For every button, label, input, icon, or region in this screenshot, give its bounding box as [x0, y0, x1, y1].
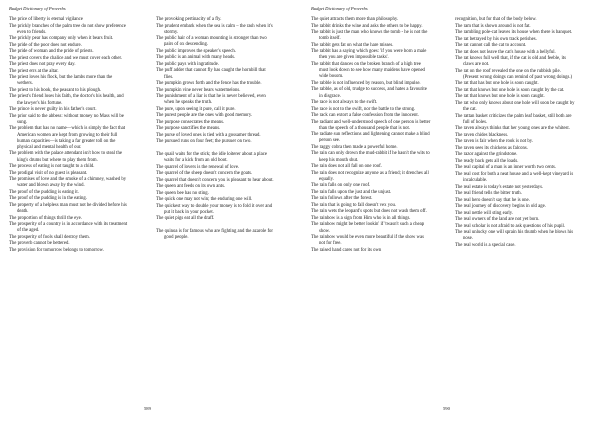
proverb-entry: The rabbit drinks the wine and asks the others to be happy. — [311, 23, 423, 29]
proverb-entry: The purest people are the ones with good memory. — [156, 113, 253, 119]
proverb-entry: The raggy cobra then made a powerful home. — [311, 144, 398, 150]
proverb-entry: The rabble is not influenced by reason, but blind impulse. — [311, 80, 421, 86]
running-head: Budget Dictionary of Proverbs — [9, 6, 66, 11]
proverb-entry: The rain falls upon the just and the unjust. — [311, 189, 392, 195]
proverb-entry: The prior said to the abbess: without money no Mass will be sung. — [9, 113, 124, 125]
proverb-entry: The real journey of discovery begins in old age. — [455, 204, 546, 210]
proverb-entry: The rat betrayed by his own track perishes. — [455, 36, 537, 42]
proverb-entry: The razor against the grindstone. — [455, 152, 518, 158]
proverb-entry: The rainbow would be even more beautiful if the show was not for free. — [311, 235, 424, 247]
proverb-entry: The real scholar is not afraid to ask questions of his pupil. — [455, 223, 566, 229]
proverb-entry: recognition, but for that of the body below. — [455, 17, 537, 22]
proverb-entry: The problem that has no name—which is simply the fact that American women are kept from growing to their full human capacities—is taking a far greater toll on the physical and mental health of our. — [9, 126, 126, 150]
proverb-entry: The real unlucky one will sprain his thumb when he blows his nose. — [455, 230, 574, 242]
proverb-entry: The pumpkin grows forth and the fence has the trouble. — [156, 81, 262, 87]
proverb-entry: The public hair of a woman mounting is stronger than two pairs of ox descending. — [156, 36, 267, 48]
proverb-entry: The raven is fair when the rook is not by. — [455, 139, 534, 145]
proverb-entry: The real cost for both a neat house and a well-kept vineyard is incalculable. — [455, 171, 574, 184]
proverb-entry: The real capital of a man is an inner worth two cents. — [455, 165, 557, 171]
proverb-entry: The public is an animal with many heads. — [156, 55, 236, 61]
page-number: 590 — [443, 406, 450, 411]
proverb-entry: The rat that has but one hole is soon caught. — [455, 81, 539, 87]
proverb-entry: The rat who only knows about one hole will soon be caught by the cat. — [455, 100, 575, 113]
proverb-entry: The promises of love and the smoke of a chimney, washed by water and blown away by the wind. — [9, 177, 127, 189]
proverb-entry: The real owners of the land are not yet born. — [455, 217, 540, 223]
proverb-entry: The rain falls on only one roof. — [311, 183, 371, 189]
proverb-entry: The priest errs at the altar. — [9, 68, 59, 74]
proverb-entry: The rabble, as of old, trudge to success, and hates a favourite in disgrace. — [311, 87, 427, 99]
proverb-entry: The raven always thinks that her young ones are the whitest. — [455, 126, 570, 132]
proverb-entry: The rat knows full well that, if the cat is old and feeble, its claws are not. — [455, 56, 566, 68]
proverb-entry: The rain follows after the forest. — [311, 196, 373, 202]
proverb-entry: The prudent embark when the sea is calm – the rash when it's stormy. — [156, 23, 273, 35]
proverb-entry: The pride of the poor does not endure. — [9, 42, 82, 48]
right-page-column-2 — [455, 17, 575, 249]
proverb-entry: The priest covers the chalice and we must cover each other. — [9, 55, 123, 61]
proverb-entry: The purpose consecrates the means. — [156, 119, 225, 125]
proverb-entry: The problem with the palace attendant isn't how to steal the king's drums but where to play them from. — [9, 151, 122, 163]
proverb-entry: The quinoa is for famous who are fighting and the azarole for good people. — [156, 228, 273, 240]
proverb-entry: The radiant and well-understood speech of one person is better than the speech of a thousand people that is not. — [311, 119, 431, 131]
proverb-entry: The quiet pigs eat all the draff. — [156, 216, 215, 222]
proverb-entry: The real hero doesn't say that he is one. — [455, 197, 530, 203]
proverb-entry: The radiate sun reflections and lightening cannot make a blind person see. — [311, 132, 430, 144]
proverb-entry: The rambling pole-cat leaves its house when there is banquet. — [455, 30, 573, 35]
proverb-entry: The pure, upon seeing it pure, call it pure. — [156, 106, 236, 112]
proverb-entry: The rain does not recognize anyone as a friend; it drenches all equally. — [311, 170, 429, 182]
running-head: Budget Dictionary of Proverbs — [311, 6, 368, 11]
proverb-entry: The public pays with ingratitude. — [156, 61, 219, 67]
proverb-entry: The quarrel of the sheep doesn't concern the goats. — [156, 171, 253, 177]
proverb-entry: The rat on the roof revealed the one on the rubbish pile. (Present wrong doings can remind of past wrong doings.) — [455, 68, 573, 80]
proverb-entry: The race is not to the swift, nor the battle to the strong. — [311, 106, 416, 112]
proverb-entry: The purse of loved ones is tied with a gossamer thread. — [156, 132, 261, 138]
proverb-entry: The priest's friend loses his faith, the doctor's his health, and the lawyer's his fortune. — [9, 94, 124, 106]
page-number: 589 — [144, 406, 151, 411]
proverb-entry: The real friend tells the bitter truth. — [455, 191, 522, 197]
proverb-entry: The real nettle will sting early. — [455, 210, 513, 216]
proverb-entry: The public improves the speaker's speech. — [156, 48, 236, 54]
proverb-entry: The quickest way to double your money is to fold it over and put it back in your pocket. — [156, 203, 273, 215]
right-page — [300, 0, 600, 424]
proverb-entry: The rat that knows but one hole is soon caught by the cat. — [455, 87, 565, 93]
proverb-entry: The raven chides blackness. — [455, 132, 509, 138]
proverb-entry: The proof of the pudding is eating it. — [9, 189, 79, 195]
proverb-entry: The price of liberty is eternal vigilance — [9, 17, 83, 22]
proverb-entry: The queen bee has no sting. — [156, 190, 209, 196]
proverb-entry: The prickly branches of the palm tree do not show preference even to friends. — [9, 23, 126, 35]
proverb-entry: The rack can extort a false confession from the innocent. — [311, 113, 419, 119]
proverb-entry: The purpose sanctifies the means. — [156, 126, 221, 132]
proverb-entry: The race is not always to the swift. — [311, 100, 378, 106]
proverb-entry: The prickly pear has company only when it bears fruit. — [9, 36, 114, 42]
proverb-entry: The prodigal visit of no guest is pleasant. — [9, 170, 88, 176]
proverb-entry: The pumpkin vine never bears watermelons. — [156, 87, 241, 93]
proverb-entry: The quick one may not win; the enduring one will. — [156, 197, 253, 203]
proverb-entry: The ready back gets all the loads. — [455, 158, 519, 164]
proverb-entry: The rain that is going to fall doesn't vex you. — [311, 202, 397, 208]
proverb-entry: The prosperity of a country is in accordance with its treatment of the aged. — [9, 222, 128, 234]
proverb-entry: The raven sees its chickens as falcons. — [455, 145, 528, 151]
proverb-entry: The quarrel that doesn't concern you is pleasant to hear about. — [156, 177, 274, 183]
proverb-entry: The ram that is shown around is not fat. — [455, 23, 531, 29]
proverb-entry: The priest does not pray every day. — [9, 62, 76, 68]
proverb-entry: The punishment of a liar is that he is never believed, even when he speaks the truth. — [156, 94, 266, 106]
proverb-entry: The process of eating is not taught to a child. — [9, 164, 95, 170]
proverb-entry: The rabbit that dances on the broken branch of a high tree must look down to see how many maidens have opened wide bosom. — [311, 61, 425, 80]
proverb-entry: The proportion of things thrill the eye. — [9, 215, 82, 221]
proverb-entry: The proof of the pudding is in the eating. — [9, 196, 87, 202]
proverb-entry: The rainbow is a sign from Him who is in all things. — [311, 215, 411, 221]
proverb-entry: The proverb cannot be bettered. — [9, 241, 70, 247]
proverb-entry: The rain does not all fall on one roof. — [311, 164, 382, 170]
proverb-entry: The real estate is today's estate not yesterdays. — [455, 184, 544, 190]
proverb-entry: The rat that knows but one hole is soon caught. — [455, 94, 545, 100]
proverb-entry: The property of a helpless man must not be divided before his death. — [9, 202, 127, 215]
proverb-entry: The rat does not leave the cat's house with a bellyful. — [455, 49, 556, 55]
proverb-entry: The rabbit gets fat on what the hare misses. — [311, 42, 394, 48]
proverb-entry: The real world is a special case. — [455, 242, 516, 248]
proverb-entry: The puff adder that cannot fly has caught the hornbill that flies. — [156, 68, 266, 80]
proverb-entry: The rattan basket criticizes the palm leaf basket, still both are full of holes. — [455, 113, 572, 125]
proverb-entry: The rain can only drown the mud-rabbit if he hasn't the wits to keep his mouth shut. — [311, 151, 430, 163]
proverb-entry: The priest loves his flock, but the lambs more than the wethers. — [9, 75, 113, 87]
proverb-entry: The rainbow might be better lookin' if 'twasn't such a cheap show. — [311, 222, 425, 234]
proverb-entry: The rabbit has a saying which goes: 'if you were born a male then you are given impossible tasks'. — [311, 49, 427, 61]
right-page-column-1 — [311, 17, 431, 254]
proverb-entry: The prince is never guilty in his father's court. — [9, 107, 97, 113]
proverb-entry: The quail waits for the stick; the idle loiterer about a place waits for a kick from an old boot. — [156, 151, 267, 164]
proverb-entry: The provision for tomorrow belongs to tomorrow. — [9, 247, 104, 253]
proverb-entry: The rat cannot call the cat to account. — [455, 43, 527, 48]
proverb-entry: The quiet attracts them more than philosophy. — [311, 17, 399, 22]
proverb-entry: The pursued runs on four feet; the pursuer on two. — [156, 139, 252, 145]
proverb-entry: The quarrel of lovers is the renewal of love. — [156, 164, 240, 170]
proverb-entry: The pride of woman and the pride of priests. — [9, 49, 94, 55]
proverb-entry: The priest to his book, the peasant to his plough. — [9, 87, 102, 93]
proverb-entry: The provoking pertinacity of a fly. — [156, 17, 222, 22]
proverb-entry: The raised hand cares not for its own — [311, 247, 382, 253]
left-page-column-1 — [9, 17, 129, 254]
proverb-entry: The rain wets the leopard's spots but does not wash them off. — [311, 209, 427, 215]
left-page-column-2 — [156, 17, 276, 241]
proverb-entry: The prosperity of fools shall destroy them. — [9, 234, 90, 240]
proverb-entry: The rabbit is just the man who knows the tomb - he is not the tomb itself. — [311, 30, 428, 42]
proverb-entry: The queen ant feeds on its own ants. — [156, 184, 226, 190]
